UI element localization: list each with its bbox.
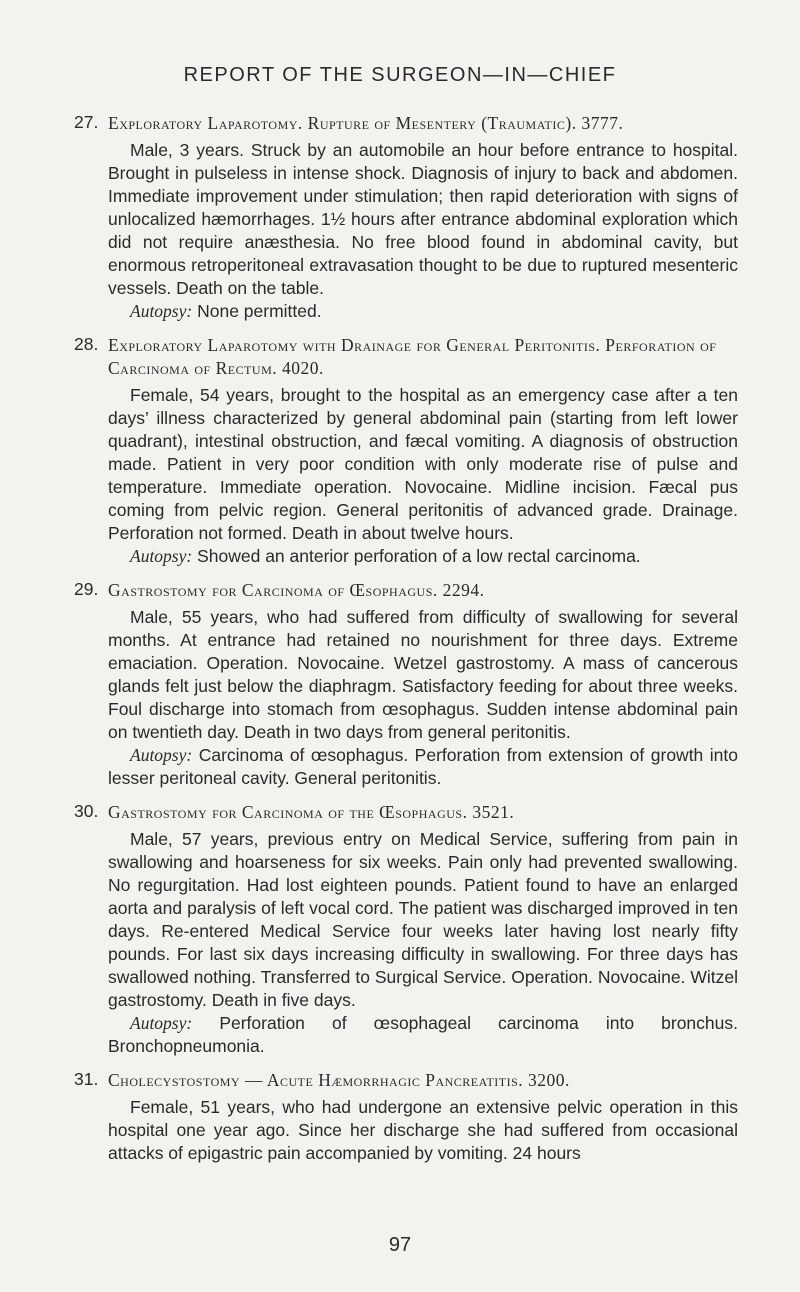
autopsy-text: Carcinoma of œsophagus. Perforation from extension of growth into lesser peritoneal cavity. General peritonitis. [108,745,738,788]
case-number: 27. [74,112,99,132]
case-heading: Exploratory Laparotomy with Drainage for General Peritonitis. Perforation of Carcinoma of Rectum. 4020. [108,335,717,378]
autopsy-note [108,300,738,323]
case-entry-31 [76,1069,738,1165]
case-number: 31. [74,1069,99,1089]
autopsy-label: Autopsy: [130,745,193,765]
autopsy-text: None permitted. [197,301,322,321]
case-heading: Gastrostomy for Carcinoma of the Œsophagus. 3521. [108,802,515,822]
report-body [76,112,738,1176]
case-heading: Gastrostomy for Carcinoma of Œsophagus. 2294. [108,580,485,600]
running-head: REPORT OF THE SURGEON—IN—CHIEF [183,64,617,86]
autopsy-label: Autopsy: [130,1013,193,1033]
case-number: 29. [74,579,99,599]
case-entry-29 [76,579,738,790]
autopsy-label: Autopsy: [130,546,193,566]
case-entry-27 [76,112,738,323]
page-number: 97 [388,1234,412,1256]
autopsy-note [108,545,738,568]
case-entry-28 [76,334,738,568]
autopsy-text: Perforation of œsophageal carcinoma into bronchus. Bronchopneumonia. [108,1013,738,1056]
case-description: Female, 51 years, who had undergone an extensive pelvic operation in this hospital one year ago. Since her discharge she had suffered from occasional attacks of epigastric pain accompanied by vomiting. 24 hours [108,1097,738,1163]
case-number: 30. [74,801,99,821]
autopsy-note [108,1012,738,1058]
case-entry-30 [76,801,738,1058]
autopsy-text: Showed an anterior perforation of a low rectal carcinoma. [197,546,641,566]
case-description: Male, 57 years, previous entry on Medical Service, suffering from pain in swallowing and hoarseness for six weeks. Pain only had prevented swallowing. No regurgitation. Had lost eighteen pounds. Patient found to have an enlarged aorta and paralysis of left vocal cord. The patient was discharged improved in ten days. Re-entered Medical Service four weeks later having lost nearly fifty pounds. For last six days increasing difficulty in swallowing. For three days has swallowed nothing. Transferred to Surgical Service. Operation. Novocaine. Witzel gastrostomy. Death in five days. [108,829,738,1010]
case-heading: Cholecystostomy — Acute Hæmorrhagic Pancreatitis. 3200. [108,1070,570,1090]
autopsy-note [108,744,738,790]
case-description: Male, 3 years. Struck by an automobile an hour before entrance to hospital. Brought in pulseless in intense shock. Diagnosis of injury to back and abdomen. Immediate improvement under stimulation; then rapid deterioration with signs of unlocalized hæmorrhages. 1½ hours after entrance abdominal exploration which did not require anæsthesia. No free blood found in abdominal cavity, but enormous retroperitoneal extravasation thought to be due to ruptured mesenteric vessels. Death on the table. [108,140,738,298]
case-heading: Exploratory Laparotomy. Rupture of Mesentery (Traumatic). 3777. [108,113,624,133]
autopsy-label: Autopsy: [130,301,193,321]
case-description: Male, 55 years, who had suffered from difficulty of swallowing for several months. At entrance had retained no nourishment for three days. Extreme emaciation. Operation. Novocaine. Wetzel gastrostomy. A mass of cancerous glands felt just below the diaphragm. Satisfactory feeding for about three weeks. Foul discharge into stomach from œsophagus. Sudden intense abdominal pain on twentieth day. Death in two days from general peritonitis. [108,607,738,742]
case-number: 28. [74,334,99,354]
case-description: Female, 54 years, brought to the hospital as an emergency case after a ten days’ illness characterized by general abdominal pain (starting from left lower quadrant), intestinal obstruction, and fæcal vomiting. A diagnosis of obstruction made. Patient in very poor condition with only moderate rise of pulse and temperature. Immediate operation. Novocaine. Midline incision. Fæcal pus coming from pelvic region. General peritonitis of advanced grade. Drainage. Perforation not formed. Death in about twelve hours. [108,385,738,543]
